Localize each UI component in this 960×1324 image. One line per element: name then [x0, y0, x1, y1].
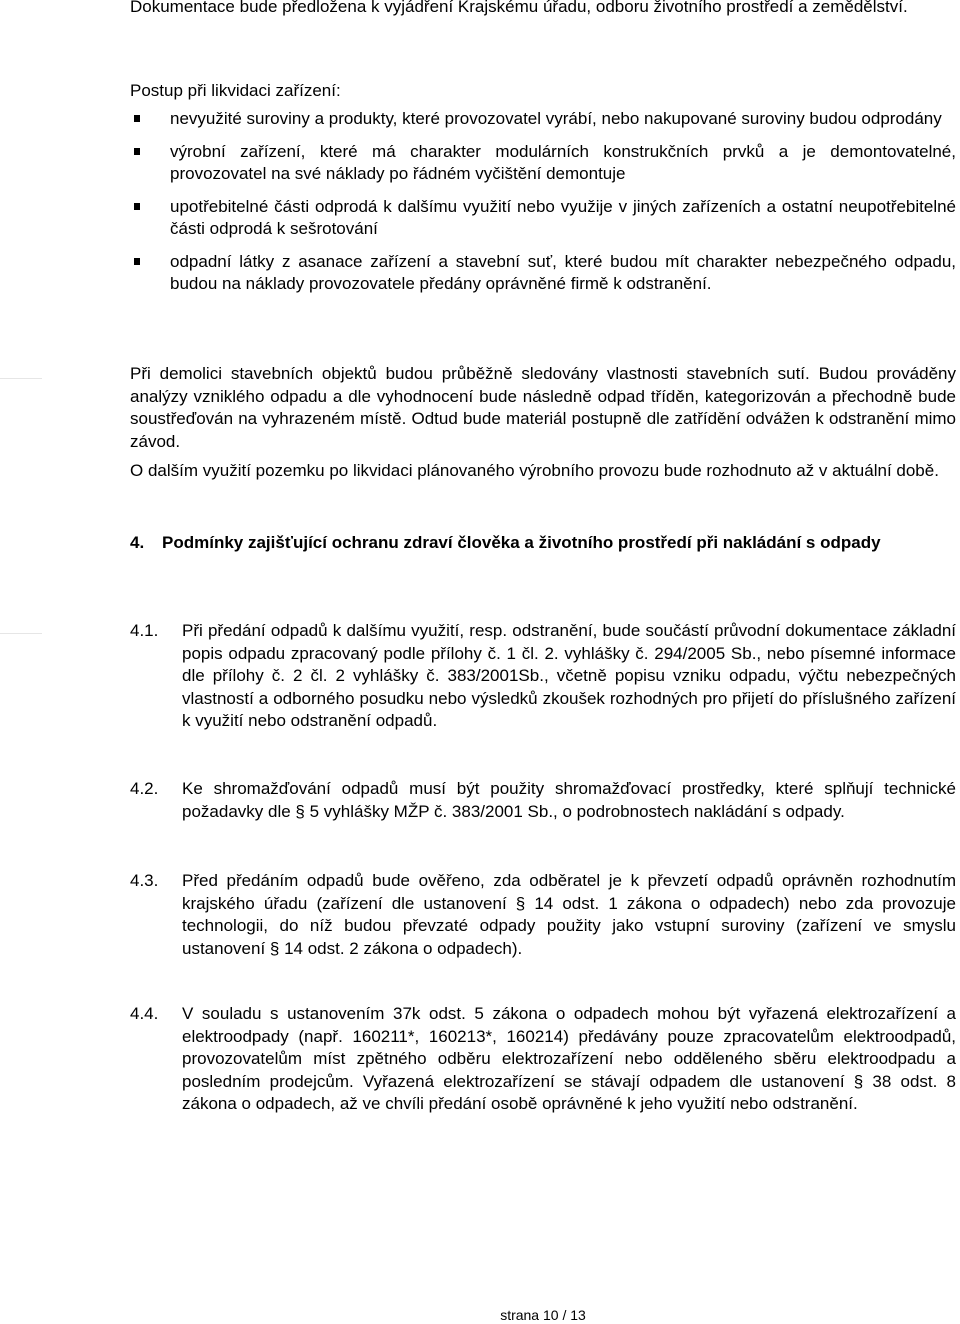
subsection-number: 4.4. — [130, 1004, 159, 1023]
land-use-paragraph: O dalším využití pozemku po likvidaci plánovaného výrobního provozu bude rozhodnuto až v aktuální době. — [130, 461, 939, 480]
list-item — [130, 141, 956, 186]
square-bullet-icon — [134, 148, 140, 155]
margin-divider — [0, 378, 42, 379]
subsection-4-1 — [130, 620, 956, 733]
subsection-number: 4.2. — [130, 779, 159, 798]
subsection-4-2 — [130, 778, 956, 823]
subsection-text: V souladu s ustanovením 37k odst. 5 zákona o odpadech mohou být vyřazená elektrozařízení a elektroodpady (např. 160211*, 160213*, 160214) předávány pouze zpracovatelům elektroodpadů, provozovatelům míst zpětného odběru elektrozařízení nebo odděleného sběru elektroodpadu a posledním prodejcům. Vyřazená elektrozařízení se stávají odpadem dle ustanovení § 38 odst. 8 zákona o odpadech, až ve chvíli předání osobě oprávněné k jeho využití nebo odstranění. — [182, 1004, 956, 1113]
square-bullet-icon — [134, 203, 140, 210]
section-number: 4. — [130, 533, 145, 552]
intro-paragraph: Dokumentace bude předložena k vyjádření Krajskému úřadu, odboru životního prostředí a zemědělství. — [130, 0, 908, 16]
square-bullet-icon — [134, 258, 140, 265]
procedure-title: Postup při likvidaci zařízení: — [130, 81, 341, 100]
subsection-text: Při předání odpadů k dalšímu využití, resp. odstranění, bude součástí průvodní dokumentace základní popis odpadu zpracovaný podle přílohy č. 1 čl. 2. vyhlášky č. 294/2005 Sb., nebo písemné informace dle přílohy č. 2 čl. 2 vyhlášky č. 383/2001Sb., včetně popisu vzniku odpadu, výčtu nebezpečných vlastností a odborného posudku nebo výsledků zkoušek rozhodných pro přijetí do příslušného zařízení k využití nebo odstranění odpadů. — [182, 621, 956, 730]
procedure-list — [130, 108, 956, 306]
subsection-4-4 — [130, 1003, 956, 1116]
list-item-text: výrobní zařízení, které má charakter modulárních konstrukčních prvků a je demontovatelné, provozovatel na své náklady po řádném vyčištění demontuje — [170, 141, 956, 183]
list-item-text: nevyužité suroviny a produkty, které provozovatel vyrábí, nebo nakupované suroviny budou odprodány — [170, 109, 942, 128]
list-item-text: odpadní látky z asanace zařízení a stavební suť, které budou mít charakter nebezpečného odpadu, budou na náklady provozovatele předány oprávněné firmě k odstranění. — [170, 251, 956, 293]
subsection-text: Před předáním odpadů bude ověřeno, zda odběratel je k převzetí odpadů oprávněn rozhodnutím krajského úřadu (zařízení dle ustanovení § 14 odst. 1 zákona o odpadech) nebo zda provozuje technologii, do níž budou převzaté odpady použity jako vstupní suroviny (zařízení ve smyslu ustanovení § 14 odst. 2 zákona o odpadech). — [182, 871, 956, 958]
square-bullet-icon — [134, 115, 140, 122]
list-item-text: upotřebitelné části odprodá k dalšímu využití nebo využije v jiných zařízeních a ostatní neupotřebitelné části odprodá k sešrotování — [170, 196, 956, 238]
list-item — [130, 196, 956, 241]
page-number: strana 10 / 13 — [500, 1307, 586, 1323]
subsection-4-3 — [130, 870, 956, 960]
demolition-paragraph: Při demolici stavebních objektů budou průběžně sledovány vlastnosti stavebních sutí. Budou prováděny analýzy vzniklého odpadu a dle vyhodnocení bude následně odpad tříděn, kategorizován a přechodně bude soustřeďován na vyhrazeném místě. Odtud bude materiál postupně dle zatřídění odvážen k odstranění mimo závod. — [130, 364, 956, 451]
section-title: Podmínky zajišťující ochranu zdraví člověka a životního prostředí při nakládání s odpady — [162, 533, 881, 552]
section-heading — [130, 532, 956, 555]
list-item — [130, 108, 956, 131]
list-item — [130, 251, 956, 296]
margin-divider — [0, 633, 42, 634]
subsection-text: Ke shromažďování odpadů musí být použity shromažďovací prostředky, které splňují technické požadavky dle § 5 vyhlášky MŽP č. 383/2001 Sb., o podrobnostech nakládání s odpady. — [182, 779, 956, 821]
subsection-number: 4.3. — [130, 871, 159, 890]
subsection-number: 4.1. — [130, 621, 159, 640]
